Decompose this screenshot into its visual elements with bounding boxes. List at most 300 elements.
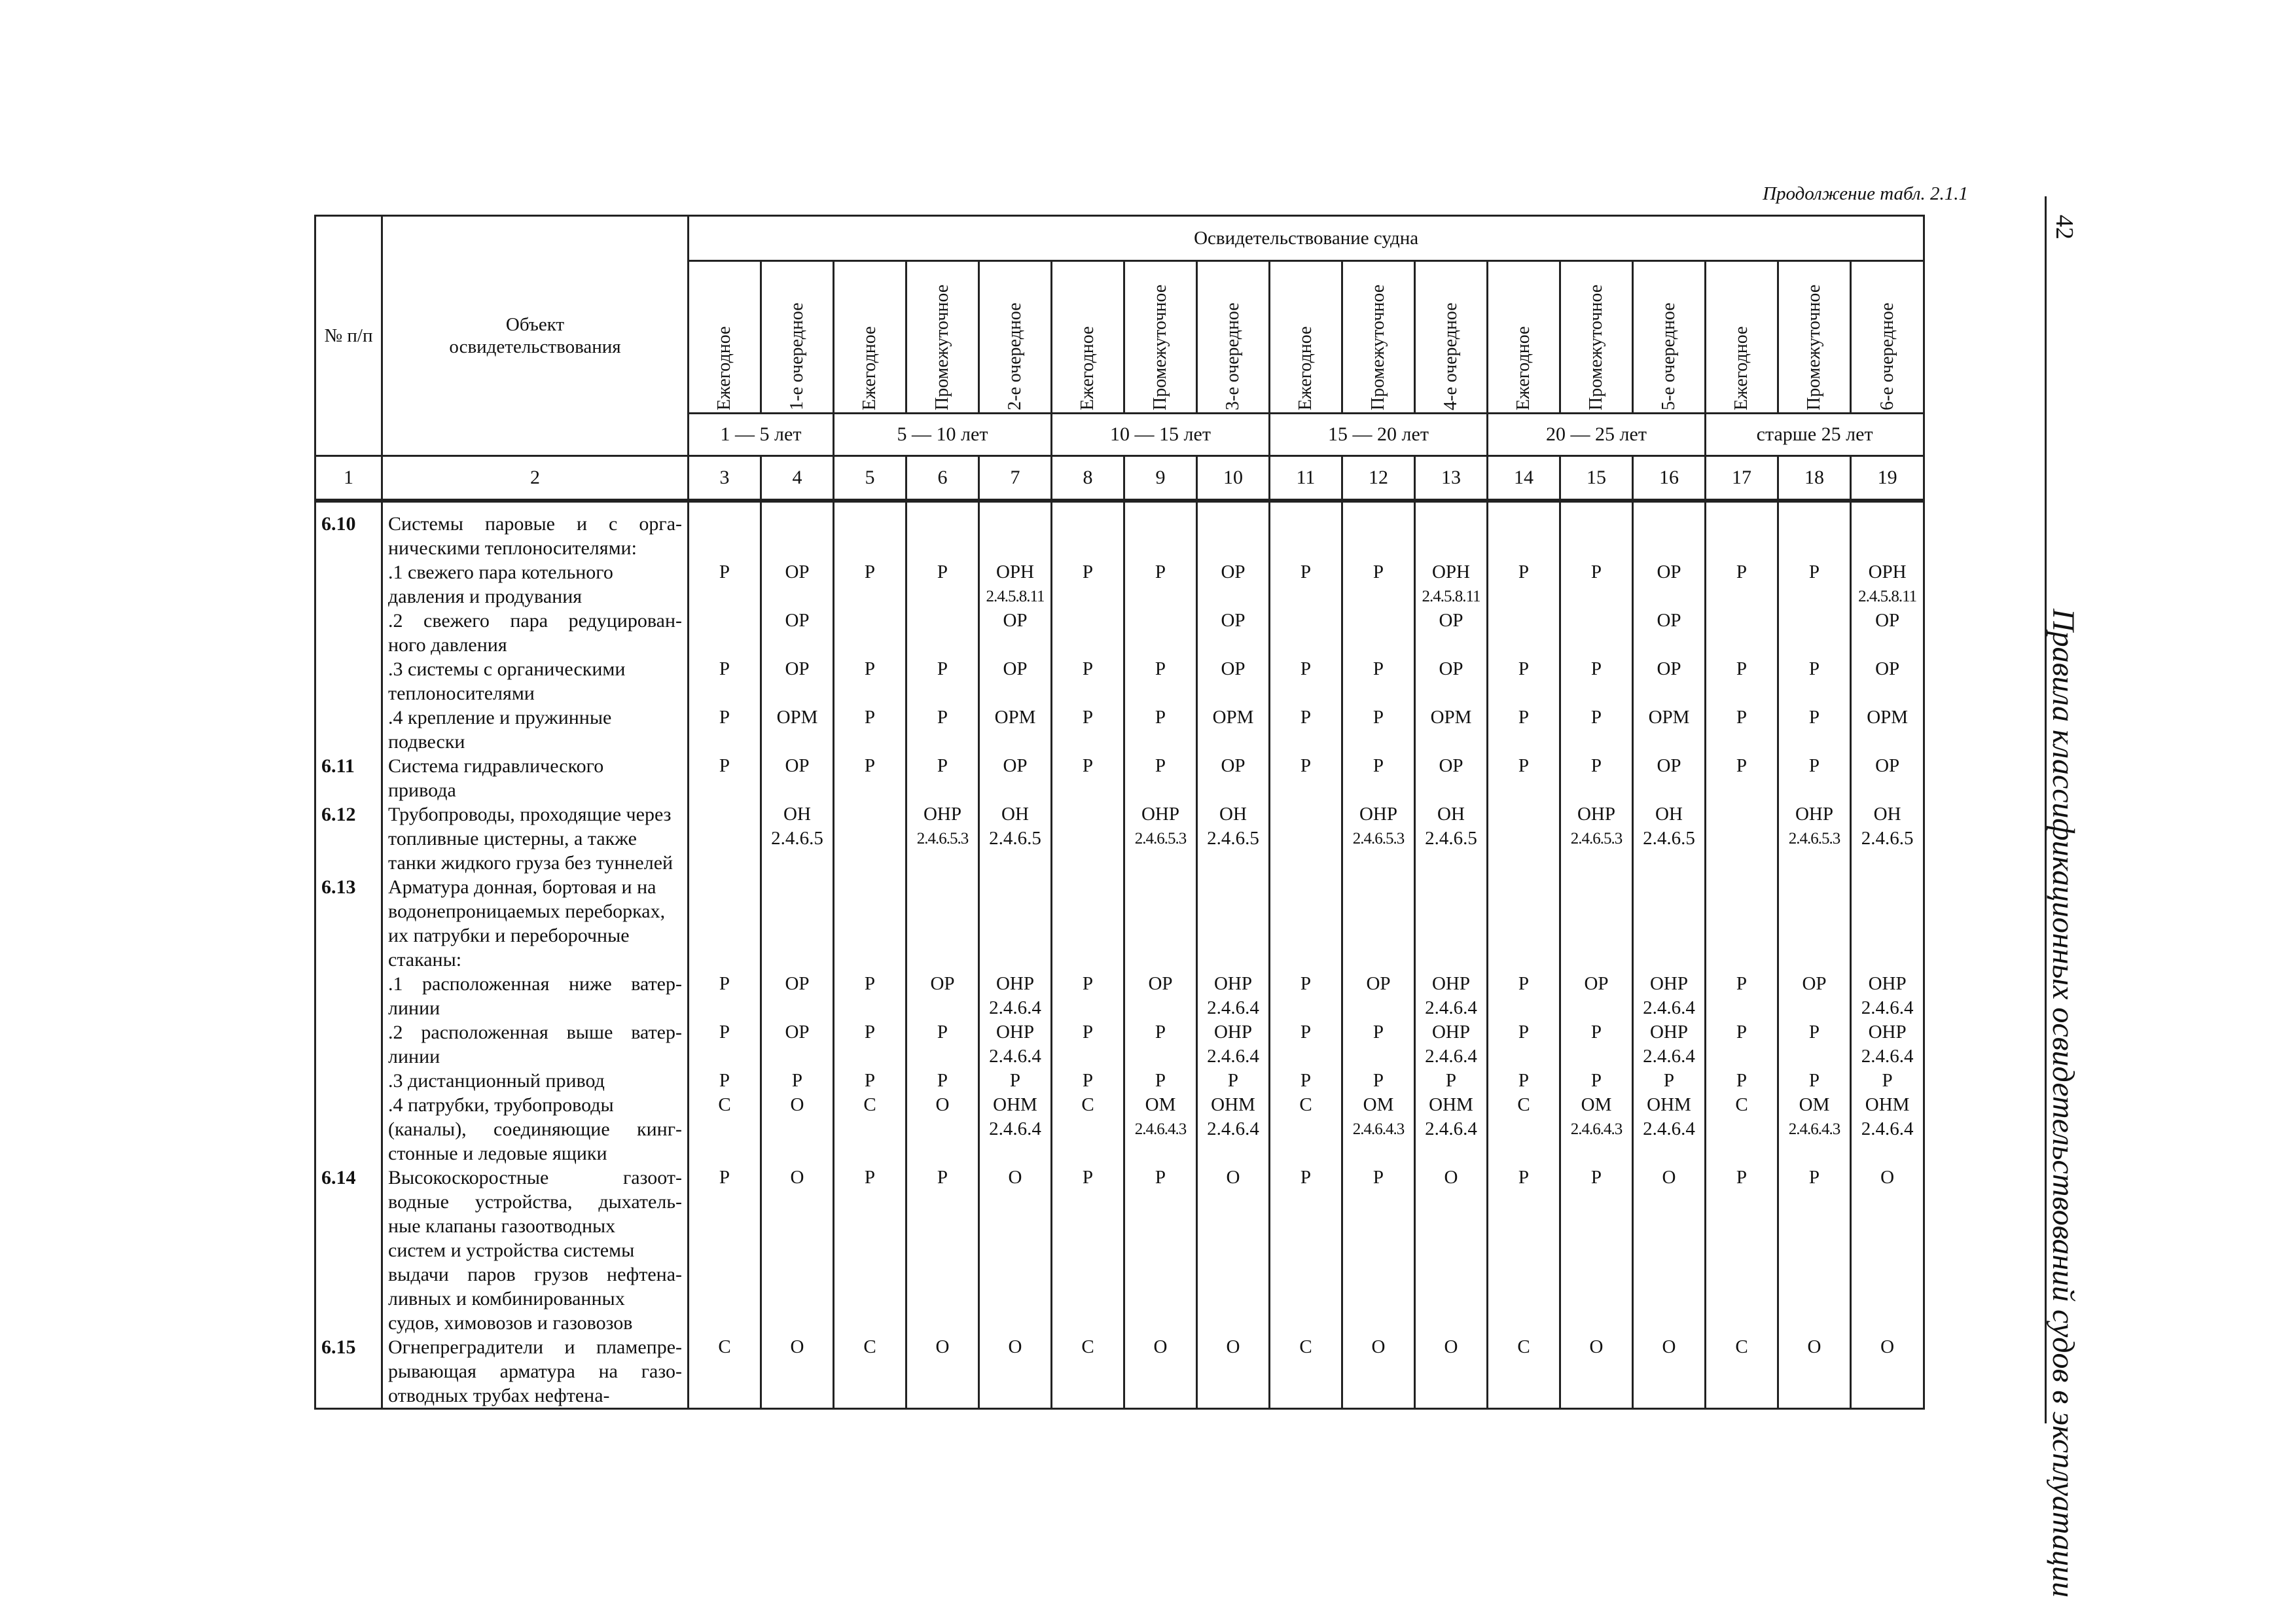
column-number: 18 [1778,456,1851,501]
header-survey-type [1052,261,1124,414]
header-survey-type-label: Промежуточное [932,284,952,410]
column-number: 1 [315,456,382,501]
cell-line: 2.4.6.4.3 [1352,1120,1405,1138]
column-number: 16 [1633,456,1706,501]
column-cell [906,512,979,1409]
spacer-cell [1270,501,1342,512]
cell-line: С [1081,1094,1094,1115]
cell-line [1634,899,1704,923]
cell-line: 6.13 [321,876,356,898]
cell-line: теплоносителями [388,683,535,704]
cell-line [1270,633,1341,657]
cell-line [1561,778,1632,802]
header-survey-type-label: Ежегодное [1513,326,1534,410]
cell-line [1343,778,1414,802]
cell-line [689,584,760,609]
cell-line: Р [1736,707,1748,728]
cell-line [1052,609,1123,633]
cell-line: Р [1155,1070,1166,1091]
cell-line: ОНР [1359,804,1397,825]
cell-line: Р [1590,707,1602,728]
spacer-cell [1488,501,1560,512]
cell-line: ОР [1657,562,1681,582]
cell-line: ОНР [1431,1022,1470,1043]
spacer-cell [1778,501,1851,512]
cell-line [1561,1311,1632,1335]
cell-line: Р [1300,973,1312,994]
cell-line [834,609,905,633]
cell-line [834,1383,905,1408]
cell-line [762,730,833,754]
cell-line [1198,1214,1268,1238]
cell-line [980,681,1050,705]
cell-line [1706,512,1777,536]
cell-line [1852,1287,1923,1311]
header-survey-type-label: 4-е очередное [1441,302,1461,410]
cell-line [1270,1311,1341,1335]
cell-line: ОНР [923,804,961,825]
cell-line [1343,536,1414,560]
cell-line: Р [1082,707,1094,728]
cell-line [1779,948,1850,972]
cell-line: ОР [1439,658,1463,679]
cell-line [980,851,1050,875]
cell-line [1561,512,1632,536]
cell-line [689,851,760,875]
header-survey-type [906,261,979,414]
cell-line [1779,875,1850,899]
cell-line: Р [1808,1070,1820,1091]
cell-line: О [790,1167,804,1188]
cell-line [1416,851,1486,875]
cell-line [1561,996,1632,1020]
cell-line: Р [1808,1167,1820,1188]
cell-line: 6.12 [321,804,356,825]
cell-line: Р [937,562,948,582]
header-survey-type [834,261,906,414]
cell-line: судов, химовозов и газовозов [388,1312,633,1334]
cell-line [1343,875,1414,899]
header-survey-type-label: 1-е очередное [787,302,807,410]
spacer-cell [1633,501,1706,512]
cell-line [1125,681,1196,705]
cell-line [1779,633,1850,657]
cell-line: ОР [785,562,810,582]
cell-line: Р [1082,1070,1094,1091]
cell-line: ОНР [1141,804,1179,825]
cell-line [1706,1117,1777,1141]
cell-line [1634,681,1704,705]
cell-line [1125,948,1196,972]
cell-line: С [863,1336,876,1357]
cell-line [1416,681,1486,705]
cell-line [1125,730,1196,754]
cell-line [1852,730,1923,754]
cell-line [1488,1238,1559,1262]
cell-line: ОР [1657,755,1681,776]
cell-line: ОР [1003,610,1028,631]
cell-line [1052,1287,1123,1311]
cell-line: 2.4.6.4 [989,1046,1041,1067]
cell-line [1706,1190,1777,1214]
cell-line [907,996,978,1020]
cell-line [1706,609,1777,633]
cell-line [1125,1359,1196,1383]
header-survey-type [689,261,761,414]
cell-line [689,1383,760,1408]
cell-line: ОР [1221,610,1246,631]
cell-line [321,560,381,584]
cell-line: Система гидравлического [388,755,604,777]
header-age-range: старше 25 лет [1706,414,1924,456]
cell-line: 6.14 [321,1167,356,1188]
cell-line: С [1081,1336,1094,1357]
cell-line [1198,1141,1268,1166]
cell-line [1852,875,1923,899]
cell-line [1052,1190,1123,1214]
running-title-text: Правила классификационных освидетельствований судов в эксплуатации [2046,609,2081,1598]
cell-line [1052,1238,1123,1262]
cell-line [834,1117,905,1141]
cell-line [1561,633,1632,657]
cell-line [1052,1044,1123,1069]
cell-line [1779,851,1850,875]
spacer-cell [906,501,979,512]
header-survey-type [1342,261,1415,414]
cell-line: Р [1518,1167,1530,1188]
column-cell [1706,512,1778,1409]
cell-line: 2.4.6.4 [1861,1046,1914,1067]
cell-line [1198,778,1268,802]
cell-line: ОН [1873,804,1901,825]
column-number: 6 [906,456,979,501]
header-survey-type-label: Промежуточное [1368,284,1388,410]
cell-line [1779,512,1850,536]
cell-line: С [718,1094,731,1115]
cell-line [1852,1359,1923,1383]
cell-line [689,1359,760,1383]
cell-line [907,1214,978,1238]
cell-line: О [935,1094,950,1115]
cell-line [907,1141,978,1166]
cell-line [1270,1262,1341,1287]
cell-line: ОР [1875,610,1900,631]
cell-line [689,536,760,560]
cell-line [1706,1141,1777,1166]
cell-line [1343,609,1414,633]
cell-line [1488,851,1559,875]
cell-line [1125,1214,1196,1238]
cell-line: 6.15 [321,1336,356,1358]
cell-line [1052,536,1123,560]
cell-line [321,705,381,730]
cell-line: рывающая арматура на газо- [388,1361,682,1382]
spacer-cell [315,501,382,512]
cell-line: Р [1590,755,1602,776]
cell-line: О [1880,1336,1895,1357]
cell-line [1416,1359,1486,1383]
cell-line [834,1238,905,1262]
cell-line [1052,681,1123,705]
cell-line [321,899,381,923]
cell-line [1779,1311,1850,1335]
cell-line: 2.4.6.4 [989,1118,1041,1139]
cell-line [1416,875,1486,899]
cell-line: Р [1590,1022,1602,1043]
cell-line [1706,996,1777,1020]
cell-line: стонные и ледовые ящики [388,1143,607,1164]
cell-line [1779,1190,1850,1214]
cell-line [1125,1141,1196,1166]
cell-line [907,899,978,923]
cell-line [1706,851,1777,875]
cell-line [1416,536,1486,560]
cell-line [1706,1287,1777,1311]
cell-line: ОРМ [1212,707,1254,728]
cell-line [1561,899,1632,923]
cell-line [1634,875,1704,899]
cell-line: ОН [1219,804,1247,825]
cell-line [1270,802,1341,827]
cell-line [321,948,381,972]
cell-line: 2.4.6.4 [1207,1046,1259,1067]
cell-line [1561,1238,1632,1262]
cell-line: Р [937,1070,948,1091]
cell-line [321,827,381,851]
cell-line: ОРМ [1648,707,1690,728]
cell-line [1779,996,1850,1020]
cell-line [1561,1190,1632,1214]
cell-line [762,512,833,536]
header-survey-type-label: 3-е очередное [1223,302,1243,410]
cell-line: О [1008,1336,1022,1357]
cell-line: ОН [1655,804,1683,825]
cell-line: ОР [1003,755,1028,776]
cell-line: ОНР [1213,1022,1252,1043]
cell-line [1706,899,1777,923]
cell-line [1634,633,1704,657]
cell-line: Р [719,1022,730,1043]
cell-line [1561,875,1632,899]
cell-line: Р [937,658,948,679]
cell-line [1634,1141,1704,1166]
cell-line [1706,923,1777,948]
cell-line [1125,584,1196,609]
cell-line: Р [1736,658,1748,679]
cell-line: Р [719,1167,730,1188]
header-age-range: 5 — 10 лет [834,414,1052,456]
cell-line [834,1190,905,1214]
cell-line: Р [1808,658,1820,679]
cell-line: Р [1808,562,1820,582]
cell-line [834,633,905,657]
cell-line: 2.4.6.5.3 [1352,830,1405,847]
cell-line [1270,1117,1341,1141]
spacer-cell [1052,501,1124,512]
cell-line: 6.11 [321,755,355,777]
cell-line [1779,1287,1850,1311]
cell-line [1052,778,1123,802]
cell-line: отводных трубах нефтена- [388,1385,610,1406]
cell-line [762,633,833,657]
header-survey-type-label: Ежегодное [859,326,880,410]
spacer-cell [1706,501,1778,512]
cell-line [834,948,905,972]
cell-line: Р [864,1070,876,1091]
continuation-note: Продолжение табл. 2.1.1 [1763,183,1968,204]
column-cell [1415,512,1488,1409]
cell-line [1270,1214,1341,1238]
cell-line: Р [1808,1022,1820,1043]
cell-line [321,923,381,948]
cell-line [1343,1238,1414,1262]
cell-line: ОР [785,973,810,994]
cell-line [1270,1238,1341,1262]
cell-line [1852,1141,1923,1166]
cell-line [1125,1190,1196,1214]
cell-line [834,899,905,923]
cell-line: .4 патрубки, трубопроводы [388,1094,614,1116]
cell-line [1634,584,1704,609]
cell-line: С [1299,1094,1312,1115]
cell-line [1852,1311,1923,1335]
cell-line: Р [1736,973,1748,994]
cell-line [1270,948,1341,972]
cell-line [1198,948,1268,972]
cell-line [1634,1287,1704,1311]
cell-line [1416,899,1486,923]
spacer-cell [834,501,906,512]
cell-line: О [1444,1336,1458,1357]
column-number: 19 [1851,456,1924,501]
cell-line [834,681,905,705]
cell-line [1852,633,1923,657]
cell-line [1125,778,1196,802]
cell-line [1052,875,1123,899]
cell-line: С [1517,1094,1530,1115]
cell-line: 6.10 [321,513,356,535]
cell-line [1416,1238,1486,1262]
cell-line: топливные цистерны, а также [388,828,637,849]
cell-line [980,633,1050,657]
cell-line [907,1238,978,1262]
cell-line: (каналы), соединяющие кинг- [388,1118,682,1140]
cell-line [1198,1383,1268,1408]
cell-line [1343,1383,1414,1408]
cell-line [1634,1214,1704,1238]
cell-line [1270,827,1341,851]
cell-line [1634,948,1704,972]
cell-line: 2.4.6.4 [1425,1118,1477,1139]
cell-line [762,899,833,923]
cell-line [1416,633,1486,657]
cell-line: 2.4.5.8.11 [986,588,1045,605]
cell-line: ОР [1802,973,1827,994]
cell-line: С [718,1336,731,1357]
cell-line [762,1262,833,1287]
cell-line [689,827,760,851]
cell-line [321,1287,381,1311]
cell-line: 2.4.6.4 [1425,1046,1477,1067]
cell-line [321,1214,381,1238]
cell-line [1852,1262,1923,1287]
column-number: 13 [1415,456,1488,501]
spacer-cell [1342,501,1415,512]
cell-line: 2.4.5.8.11 [1858,588,1917,605]
cell-line: ОМ [1581,1094,1612,1115]
cell-line [1488,1311,1559,1335]
cell-line: Р [1009,1070,1021,1091]
spacer-cell [979,501,1052,512]
cell-line [321,609,381,633]
column-number: 15 [1560,456,1633,501]
cell-line [1343,948,1414,972]
cell-line [1052,1141,1123,1166]
column-number: 8 [1052,456,1124,501]
cell-line [1270,536,1341,560]
cell-line: ОР [785,755,810,776]
cell-line [1198,1311,1268,1335]
cell-line [1198,1287,1268,1311]
cell-line [1634,851,1704,875]
cell-line [1270,875,1341,899]
cell-line [762,1238,833,1262]
spacer-cell [689,501,761,512]
cell-line [689,681,760,705]
cell-line [1052,923,1123,948]
cell-line: ОР [1366,973,1391,994]
cell-line [1561,851,1632,875]
cell-line [1052,1262,1123,1287]
cell-line [1125,1044,1196,1069]
cell-line [980,875,1050,899]
cell-line: 2.4.6.5.3 [916,830,969,847]
cell-line [762,1117,833,1141]
cell-line: стаканы: [388,949,462,971]
cell-line: Р [1300,707,1312,728]
cell-line [1052,802,1123,827]
cell-line [1125,996,1196,1020]
cell-line: Р [1808,707,1820,728]
cell-line [1561,1141,1632,1166]
cell-line [1416,1141,1486,1166]
cell-line [1779,899,1850,923]
cell-line [1343,851,1414,875]
column-number: 7 [979,456,1052,501]
cell-line [762,681,833,705]
cell-line [907,875,978,899]
cell-line [1852,1383,1923,1408]
cell-line [980,536,1050,560]
cell-line: С [1517,1336,1530,1357]
cell-line [1052,1117,1123,1141]
cell-line: 2.4.6.4.3 [1570,1120,1623,1138]
cell-line: Арматура донная, бортовая и на [388,876,656,898]
cell-line: Р [1155,658,1166,679]
cell-line [1706,1214,1777,1238]
cell-line: Р [864,755,876,776]
cell-line [321,1262,381,1287]
cell-line [1198,681,1268,705]
column-number: 2 [382,456,689,501]
cell-line [980,1262,1050,1287]
cell-line: .2 свежего пара редуцирован- [388,610,682,632]
cell-line: ОР [1584,973,1609,994]
cell-line [1270,1141,1341,1166]
cell-line [1634,1262,1704,1287]
cell-line: 2.4.6.5 [989,828,1041,849]
cell-line [1561,923,1632,948]
